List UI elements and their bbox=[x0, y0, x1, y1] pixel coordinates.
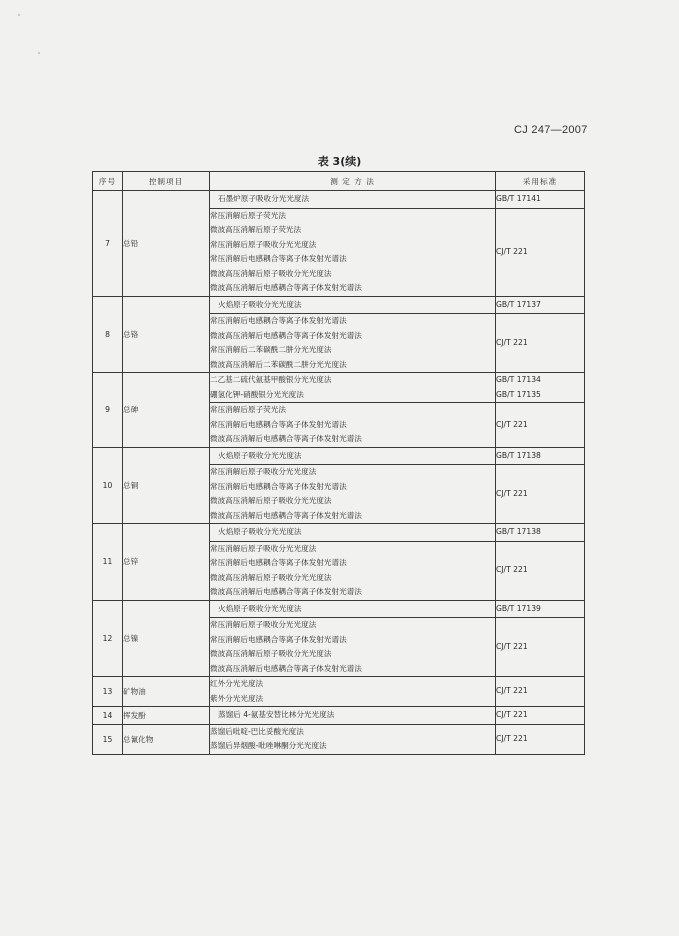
header-item: 控制项目 bbox=[123, 172, 210, 191]
control-item: 总镍 bbox=[123, 600, 210, 677]
standard-code: CJ/T 221 bbox=[496, 641, 528, 651]
method-cell bbox=[210, 447, 496, 465]
table-header-row bbox=[93, 172, 585, 191]
control-item: 总铅 bbox=[123, 191, 210, 297]
standard-cell bbox=[496, 618, 585, 677]
table-row bbox=[93, 724, 585, 754]
method-line: 微波高压消解后原子吸收分光光度法 bbox=[210, 649, 332, 658]
method-line: 常压消解后电感耦合等离子体发射光谱法 bbox=[210, 419, 347, 429]
method-line: 火焰原子吸收分光光度法 bbox=[218, 450, 302, 460]
method-line: 火焰原子吸收分光光度法 bbox=[218, 527, 302, 536]
standard-cell bbox=[496, 707, 585, 725]
method-line: 蒸馏后 4-氨基安替比林分光光度法 bbox=[218, 710, 335, 719]
method-line: 蒸馏后异烟酸-吡唑啉酮分光光度法 bbox=[210, 741, 327, 750]
standard-cell bbox=[496, 600, 585, 618]
method-cell bbox=[210, 618, 496, 677]
table-row bbox=[93, 677, 585, 707]
header-standard: 采用标准 bbox=[496, 172, 585, 191]
method-line: 常压消解后电感耦合等离子体发射光谱法 bbox=[210, 558, 347, 567]
standards-table bbox=[92, 171, 585, 755]
standard-code: CJ/T 221 bbox=[496, 246, 528, 256]
method-cell bbox=[210, 314, 496, 373]
standard-code: CJ/T 221 bbox=[496, 488, 528, 498]
table-title: 表 3(续) bbox=[317, 155, 362, 168]
standard-cell bbox=[496, 314, 585, 373]
method-line: 火焰原子吸收分光光度法 bbox=[218, 603, 302, 613]
method-line: 微波高压消解后原子吸收分光光度法 bbox=[210, 268, 332, 278]
row-number: 8 bbox=[93, 296, 123, 373]
method-line: 紫外分光光度法 bbox=[210, 693, 264, 703]
table-row bbox=[93, 524, 585, 542]
standard-code: GB/T 17139 bbox=[496, 603, 541, 613]
standard-cell bbox=[496, 208, 585, 296]
standard-code: CJ/T 221 bbox=[496, 419, 528, 429]
method-line: 常压消解后原子荧光法 bbox=[210, 210, 286, 220]
control-item: 总铬 bbox=[123, 296, 210, 373]
standard-code: GB/T 17138 bbox=[496, 527, 541, 536]
method-line: 常压消解后电感耦合等离子体发射光谱法 bbox=[210, 481, 347, 491]
table-row bbox=[93, 600, 585, 618]
method-cell bbox=[210, 724, 496, 754]
method-line: 二乙基二硫代氨基甲酸银分光光度法 bbox=[210, 375, 332, 384]
method-line: 石墨炉原子吸收分光光度法 bbox=[218, 194, 310, 203]
method-line: 微波高压消解后电感耦合等离子体发射光谱法 bbox=[210, 663, 362, 673]
method-line: 蒸馏后吡啶-巴比妥酸光度法 bbox=[210, 726, 304, 736]
method-line: 常压消解后原子吸收分光光度法 bbox=[210, 620, 317, 629]
row-number: 9 bbox=[93, 373, 123, 448]
method-line: 常压消解后原子吸收分光光度法 bbox=[210, 239, 317, 249]
header-no: 序号 bbox=[93, 172, 123, 191]
method-line: 微波高压消解后原子吸收分光光度法 bbox=[210, 572, 332, 582]
standard-code: CJ/T 221 bbox=[496, 733, 528, 743]
method-cell bbox=[210, 600, 496, 618]
standard-code: GB/T 17138 bbox=[496, 450, 541, 460]
method-line: 微波高压消解后原子荧光法 bbox=[210, 225, 302, 234]
table-row bbox=[93, 447, 585, 465]
method-cell bbox=[210, 208, 496, 296]
method-line: 微波高压消解后二苯碳酰二肼分光光度法 bbox=[210, 359, 347, 369]
method-cell bbox=[210, 465, 496, 524]
standard-code: CJ/T 221 bbox=[496, 686, 528, 696]
method-cell bbox=[210, 707, 496, 725]
standard-cell bbox=[496, 403, 585, 448]
method-cell bbox=[210, 541, 496, 600]
method-line: 微波高压消解后原子吸收分光光度法 bbox=[210, 496, 332, 505]
control-item: 总砷 bbox=[123, 373, 210, 448]
method-line: 微波高压消解后电感耦合等离子体发射光谱法 bbox=[210, 510, 362, 520]
standard-cell bbox=[496, 373, 585, 403]
standard-code: GB/T 17141 bbox=[496, 194, 541, 203]
method-cell bbox=[210, 403, 496, 448]
method-line: 常压消解后电感耦合等离子体发射光谱法 bbox=[210, 316, 347, 325]
method-line: 常压消解后电感耦合等离子体发射光谱法 bbox=[210, 254, 347, 263]
method-line: 常压消解后原子荧光法 bbox=[210, 405, 286, 414]
document-code: CJ 247—2007 bbox=[514, 124, 588, 136]
method-line: 常压消解后二苯碳酰二肼分光光度法 bbox=[210, 345, 332, 354]
table-row bbox=[93, 191, 585, 209]
scan-speck bbox=[18, 14, 20, 16]
table-row bbox=[93, 296, 585, 314]
row-number: 10 bbox=[93, 447, 123, 524]
header-method: 测 定 方 法 bbox=[210, 172, 496, 191]
standard-cell bbox=[496, 524, 585, 542]
standard-cell bbox=[496, 447, 585, 465]
method-line: 常压消解后原子吸收分光光度法 bbox=[210, 467, 317, 476]
row-number: 15 bbox=[93, 724, 123, 754]
standard-cell bbox=[496, 724, 585, 754]
method-cell bbox=[210, 296, 496, 314]
method-line: 微波高压消解后电感耦合等离子体发射光谱法 bbox=[210, 330, 362, 340]
method-cell bbox=[210, 191, 496, 209]
table-body bbox=[93, 191, 585, 755]
standard-code: CJ/T 221 bbox=[496, 337, 528, 347]
method-cell bbox=[210, 524, 496, 542]
scan-speck bbox=[38, 52, 40, 54]
standard-cell bbox=[496, 677, 585, 707]
method-cell bbox=[210, 677, 496, 707]
method-cell bbox=[210, 373, 496, 403]
standard-code: GB/T 17134 bbox=[496, 375, 541, 384]
standard-cell bbox=[496, 465, 585, 524]
method-line: 微波高压消解后电感耦合等离子体发射光谱法 bbox=[210, 587, 362, 596]
method-line: 火焰原子吸收分光光度法 bbox=[218, 299, 302, 309]
row-number: 14 bbox=[93, 707, 123, 725]
control-item: 挥发酚 bbox=[123, 707, 210, 725]
method-line: 红外分光光度法 bbox=[210, 679, 264, 688]
standard-cell bbox=[496, 541, 585, 600]
table-row bbox=[93, 707, 585, 725]
standard-cell bbox=[496, 191, 585, 209]
row-number: 7 bbox=[93, 191, 123, 297]
method-line: 微波高压消解后电感耦合等离子体发射光谱法 bbox=[210, 434, 362, 443]
standard-cell bbox=[496, 296, 585, 314]
table-row bbox=[93, 373, 585, 403]
control-item: 矿物油 bbox=[123, 677, 210, 707]
method-line: 常压消解后原子吸收分光光度法 bbox=[210, 543, 317, 553]
standard-code: CJ/T 221 bbox=[496, 565, 528, 575]
standard-code: CJ/T 221 bbox=[496, 710, 528, 719]
control-item: 总氰化物 bbox=[123, 724, 210, 754]
standard-code: GB/T 17135 bbox=[496, 389, 541, 399]
standard-code: GB/T 17137 bbox=[496, 299, 541, 309]
method-line: 硼氢化钾-硝酸银分光光度法 bbox=[210, 389, 304, 399]
method-line: 微波高压消解后电感耦合等离子体发射光谱法 bbox=[210, 283, 362, 292]
control-item: 总锌 bbox=[123, 524, 210, 601]
row-number: 12 bbox=[93, 600, 123, 677]
control-item: 总铜 bbox=[123, 447, 210, 524]
row-number: 11 bbox=[93, 524, 123, 601]
method-line: 常压消解后电感耦合等离子体发射光谱法 bbox=[210, 634, 347, 644]
row-number: 13 bbox=[93, 677, 123, 707]
